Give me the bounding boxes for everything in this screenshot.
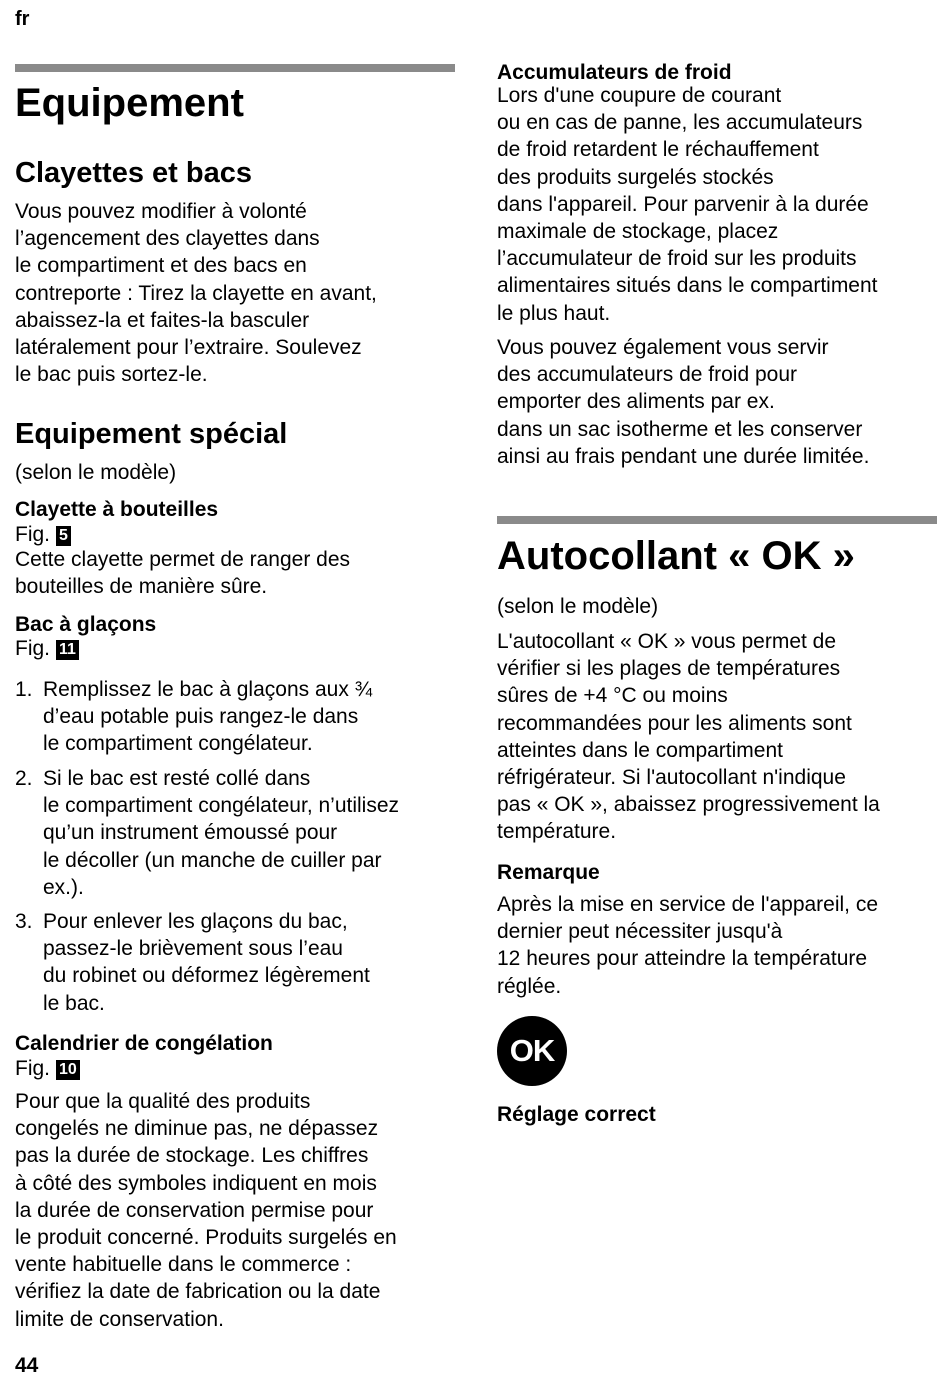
ok-sticker-icon: OK: [497, 1016, 567, 1086]
list-number: 1.: [15, 678, 33, 701]
list-number: 2.: [15, 767, 33, 790]
page-title-equipement: Equipement: [15, 81, 244, 125]
figure-reference-11: [15, 636, 79, 661]
paragraph-accumulateurs-1: Lors d'une coupure de courant ou en cas de panne, les accumulateurs de froid retardent le réchauffement des produits surgelés stockés dans l'appareil. Pour parvenir à la durée maximale de stockage, placez l’accumulateur de froid sur les produits alimentaires situés dans le compartiment le plus haut.: [497, 84, 878, 325]
list-number: 3.: [15, 910, 33, 933]
paragraph-clayettes-bacs: Vous pouvez modifier à volonté l’agencement des clayettes dans le compartiment et des bacs en contreporte : Tirez la clayette en avant, abaissez-la et faites-la basculer latéralement pour l’extraire. Soulevez le bac puis sortez-le.: [15, 200, 377, 387]
heading-autocollant-ok: Autocollant « OK »: [497, 534, 855, 578]
section-rule-left: [15, 64, 455, 72]
fig-label: Fig.: [15, 637, 51, 660]
paragraph-calendrier-congelation: Pour que la qualité des produits congelés ne diminue pas, ne dépassez pas la durée de stockage. Les chiffres à côté des symboles indiquent en mois la durée de conservation permise pour le produit concerné. Produits surgelés en vente habituelle dans le commerce : vérifiez la date de fabrication ou la date limite de conservation.: [15, 1090, 397, 1331]
fig-label: Fig.: [15, 1057, 51, 1080]
caption-reglage-correct: Réglage correct: [497, 1103, 656, 1126]
list-text: Remplissez le bac à glaçons aux ¾ d’eau potable puis rangez-le dans le compartiment congélateur.: [43, 678, 373, 756]
heading-clayettes-bacs: Clayettes et bacs: [15, 157, 252, 189]
figure-reference-10: [15, 1056, 80, 1081]
paragraph-autocollant-ok: L'autocollant « OK » vous permet de vérifier si les plages de températures sûres de +4 °C ou moins recommandées pour les aliments sont atteintes dans le compartiment réfrigérateur. Si l'autocollant n'indique pas « OK », abaissez progressivement la température.: [497, 630, 880, 844]
paragraph-clayette-bouteilles: Cette clayette permet de ranger des bouteilles de manière sûre.: [15, 548, 351, 599]
fig-label: Fig.: [15, 523, 51, 546]
figure-number-badge: 10: [56, 1060, 80, 1080]
language-code: fr: [15, 8, 30, 30]
figure-reference-5: [15, 522, 71, 547]
note-selon-modele-left: (selon le modèle): [15, 461, 177, 484]
paragraph-accumulateurs-2: Vous pouvez également vous servir des accumulateurs de froid pour emporter des aliments par ex. dans un sac isotherme et les conserver ainsi au frais pendant une durée limitée.: [497, 336, 870, 468]
list-text: Pour enlever les glaçons du bac, passez-le brièvement sous l’eau du robinet ou déformez légèrement le bac.: [43, 910, 370, 1015]
heading-equipement-special: Equipement spécial: [15, 418, 288, 450]
heading-bac-glacons: Bac à glaçons: [15, 613, 157, 636]
figure-number-badge: 11: [56, 640, 79, 660]
heading-accumulateurs-froid: Accumulateurs de froid: [497, 61, 732, 84]
list-text: Si le bac est resté collé dans le compartiment congélateur, n’utilisez qu’un instrument émoussé pour le décoller (un manche de cuiller par ex.).: [43, 767, 400, 899]
heading-remarque: Remarque: [497, 861, 600, 884]
page-number: 44: [15, 1354, 39, 1377]
paragraph-remarque: Après la mise en service de l'appareil, ce dernier peut nécessiter jusqu'à 12 heures pour atteindre la température réglée.: [497, 893, 879, 998]
figure-number-badge: 5: [56, 526, 71, 546]
section-rule-right: [497, 516, 937, 524]
heading-clayette-bouteilles: Clayette à bouteilles: [15, 498, 219, 521]
note-selon-modele-right: (selon le modèle): [497, 595, 659, 618]
heading-calendrier-congelation: Calendrier de congélation: [15, 1032, 273, 1055]
